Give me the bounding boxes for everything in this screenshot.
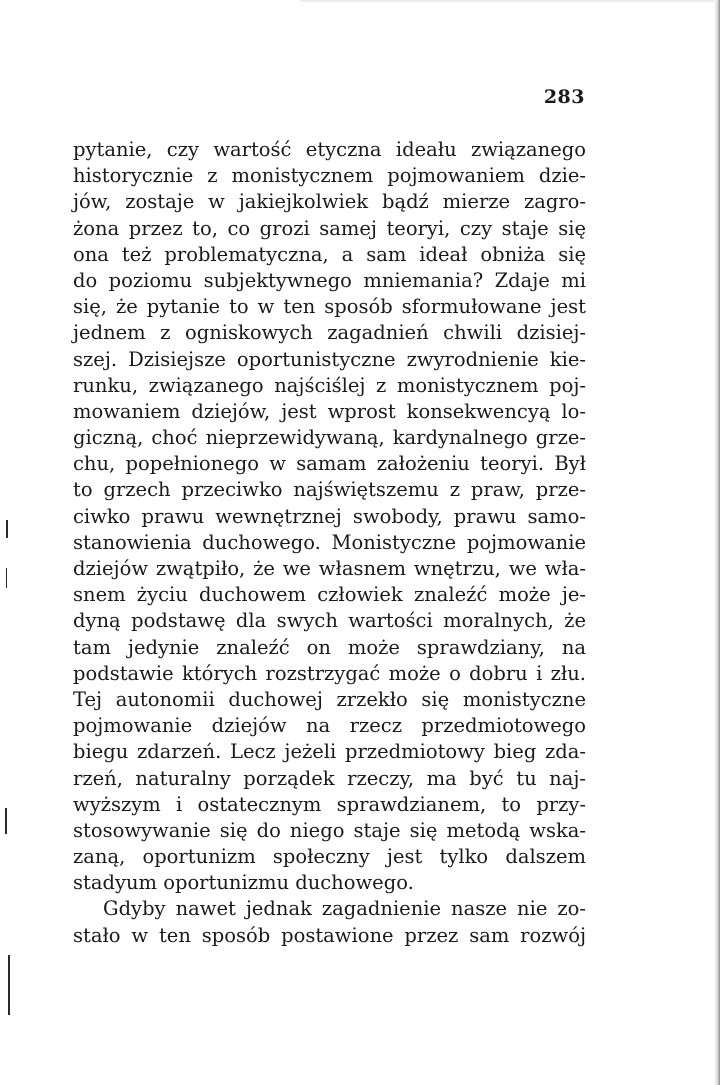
text-line: runku, związanego najściślej z monistycznem poj- — [73, 373, 586, 397]
text-line: ona też problematyczna, a sam ideał obniża się — [73, 242, 586, 266]
text-line: wyższym i ostatecznym sprawdzianem, to przy- — [73, 792, 586, 816]
paragraph-end-line: stadyum oportunizmu duchowego. — [73, 871, 414, 895]
scan-top-shadow — [300, 0, 720, 3]
text-line: dziejów zwątpiło, że we własnem wnętrzu, we wła- — [73, 557, 586, 580]
scan-mark-left-2 — [6, 568, 7, 588]
text-line: do poziomu subjektywnego mniemania? Zdaje mi — [73, 268, 586, 292]
text-line: to grzech przeciwko najświętszemu z praw, prze- — [73, 478, 586, 502]
scan-mark-left-4 — [8, 955, 10, 1015]
text-line: stało w ten sposób postawione przez sam rozwój — [73, 923, 586, 947]
text-line: dyną podstawę dla swych wartości moralnych, że — [73, 609, 586, 633]
text-line: ciwko prawu wewnętrznej swobody, prawu samo- — [73, 504, 586, 528]
text-line: giczną, choć nieprzewidywaną, kardynalnego grze- — [73, 426, 586, 450]
text-line: zaną, oportunizm społeczny jest tylko dalszem — [73, 845, 586, 869]
page-number: 283 — [543, 86, 585, 108]
text-line: pytanie, czy wartość etyczna ideału związanego — [73, 138, 586, 161]
text-line: tam jedynie znaleźć on może sprawdziany, na — [73, 635, 586, 659]
text-line: historycznie z monistycznem pojmowaniem dzie- — [73, 164, 586, 188]
scan-right-edge — [714, 0, 720, 1085]
text-line: szej. Dzisiejsze oportunistyczne zwyrodnienie kie- — [73, 347, 586, 371]
text-line: Tej autonomii duchowej zrzekło się monistyczne — [73, 687, 586, 711]
text-line: stosowywanie się do niego staje się metodą wska- — [73, 818, 586, 842]
text-line: żona przez to, co grozi samej teoryi, czy staje się — [73, 216, 586, 240]
text-line: podstawie których rozstrzygać może o dobru i złu. — [73, 661, 586, 685]
text-line: chu, popełnionego w samam założeniu teoryi. Był — [73, 452, 586, 476]
text-line: jednem z ogniskowych zagadnień chwili dzisiej- — [73, 321, 586, 345]
text-line: jów, zostaje w jakiejkolwiek bądź mierze zagro- — [73, 190, 586, 214]
text-line: pojmowanie dziejów na rzecz przedmiotowego — [73, 714, 586, 738]
text-line: stanowienia duchowego. Monistyczne pojmowanie — [73, 530, 586, 554]
text-line: biegu zdarzeń. Lecz jeżeli przedmiotowy bieg zda- — [73, 740, 586, 764]
text-line: snem życiu duchowem człowiek znaleźć może je- — [73, 583, 586, 607]
paragraph-start-line: Gdyby nawet jednak zagadnienie nasze nie zo- — [103, 897, 586, 921]
text-line: się, że pytanie to w ten sposób sformułowane jest — [73, 295, 586, 319]
scan-mark-left-1 — [6, 520, 8, 538]
text-line: rzeń, naturalny porządek rzeczy, ma być tu naj- — [73, 766, 586, 790]
scan-mark-left-3 — [5, 808, 7, 834]
text-line: mowaniem dziejów, jest wprost konsekwencyą lo- — [73, 399, 586, 423]
body-text — [73, 137, 586, 949]
